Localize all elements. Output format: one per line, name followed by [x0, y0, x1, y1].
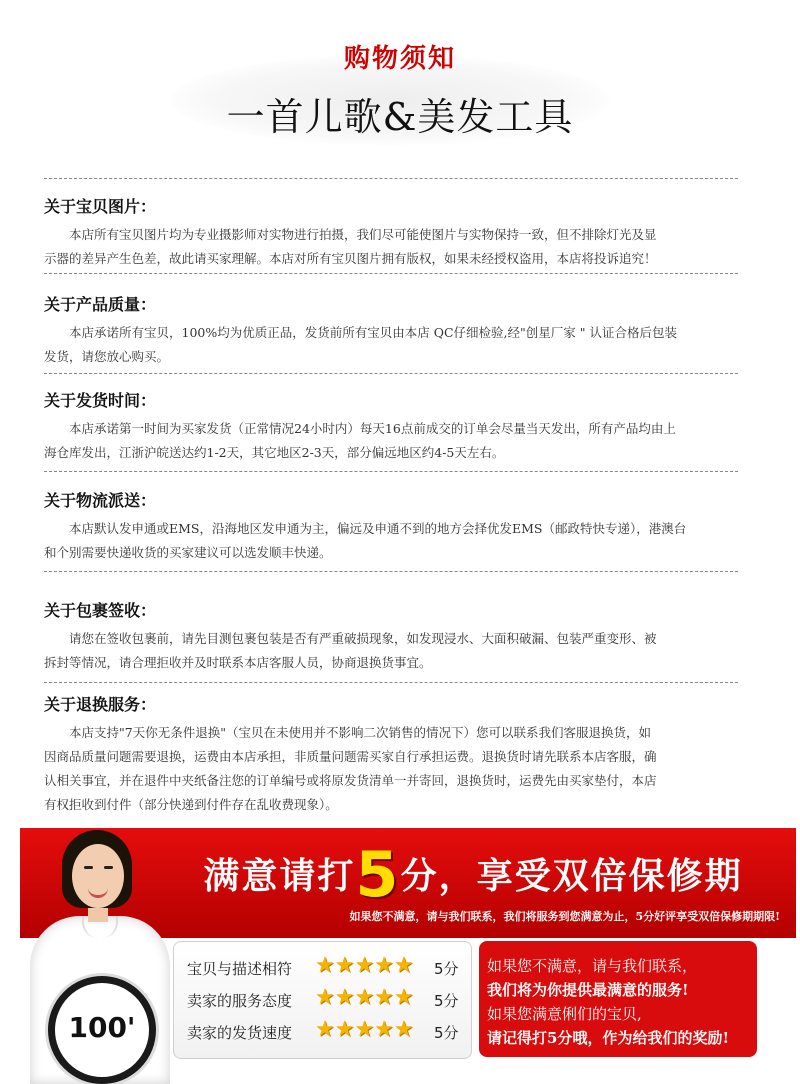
shop-name-title: 一首儿歌&美发工具 [226, 95, 574, 139]
rating-label: 卖家的服务态度 [187, 992, 293, 1010]
section-body [44, 417, 739, 465]
section-line: 本店默认发申通或EMS，沿海地区发申通为主，偏远及申通不到的地方会择优发EMS（邮政特快专递），港澳台 [69, 521, 687, 536]
face [72, 844, 124, 908]
section-line: 和个别需要快递收货的买家建议可以选发顺丰快递。 [44, 545, 332, 560]
eye [84, 866, 93, 869]
section-body [44, 721, 739, 817]
section-shipping-time [44, 388, 739, 465]
banner-subline: 如果您不满意，请与我们联系，我们将服务到您满意为止，5分好评享受双倍保修期期限! [349, 910, 780, 923]
section-line: 海仓库发出，江浙沪皖送达约1-2天，其它地区2-3天，部分偏远地区约4-5天左右。 [44, 445, 505, 460]
rating-label: 卖家的发货速度 [187, 1024, 293, 1042]
rating-score: 5分 [434, 960, 459, 978]
section-line: 请您在签收包裹前，请先目测包裹包装是否有严重破损现象，如发现浸水、大面积破漏、包装严重变形、被 [69, 631, 657, 646]
header [0, 0, 800, 175]
section-body [44, 627, 739, 675]
section-heading: 关于物流派送： [44, 491, 157, 510]
rating-row-description [187, 954, 467, 982]
satisfaction-message-box [479, 941, 757, 1057]
section-heading: 关于宝贝图片： [44, 197, 157, 216]
section-package-receipt [44, 598, 739, 675]
section-body [44, 517, 739, 565]
section-heading: 关于退换服务： [44, 695, 157, 714]
section-product-images [44, 194, 739, 271]
section-line: 本店所有宝贝图片均为专业摄影师对实物进行拍摄，我们尽可能使图片与实物保持一致，但不排除灯光及显 [69, 227, 657, 242]
section-line: 发货，请您放心购买。 [44, 349, 170, 364]
divider [44, 471, 738, 472]
section-line: 拆封等情况，请合理拒收并及时联系本店客服人员，协商退换货事宜。 [44, 655, 432, 670]
five-star-icon: ★★★★★ [315, 953, 414, 978]
rating-label: 宝贝与描述相符 [187, 960, 293, 978]
section-product-quality [44, 292, 739, 369]
message-line: 请记得打5分哦，作为给我们的奖励! [487, 1029, 730, 1047]
section-line: 示器的差异产生色差，故此请买家理解。本店对所有宝贝图片拥有版权，如果未经授权盗用，本店将投诉追究！ [44, 251, 657, 266]
section-body [44, 321, 739, 369]
rating-score: 5分 [434, 1024, 459, 1042]
section-heading: 关于产品质量： [44, 295, 157, 314]
shopping-notice-title: 购物须知 [343, 44, 456, 74]
section-return-service [44, 692, 739, 817]
divider [44, 373, 738, 374]
customer-service-model [22, 830, 172, 1084]
section-body [44, 223, 739, 271]
section-heading: 关于发货时间： [44, 391, 157, 410]
section-heading: 关于包裹签收： [44, 601, 157, 620]
divider [44, 571, 738, 572]
score-badge [48, 976, 156, 1084]
section-line: 本店支持"7天你无条件退换"（宝贝在未使用并不影响二次销售的情况下）您可以联系我们客服退换货，如 [69, 725, 651, 740]
five-star-icon: ★★★★★ [315, 985, 414, 1010]
section-line: 有权拒收到付件（部分快递到付件存在乱收费现象）。 [44, 797, 338, 812]
section-line: 认相关事宜，并在退件中夹纸备注您的订单编号或将原发货清单一并寄回，退换货时，运费先由买家垫付，本店 [44, 773, 657, 788]
rating-row-service [187, 986, 467, 1014]
five-star-icon: ★★★★★ [315, 1017, 414, 1042]
banner-five-number: 5 [355, 838, 401, 911]
divider [44, 682, 738, 683]
divider [44, 273, 738, 274]
banner-headline-suffix: 分，享受双倍保修期 [400, 856, 743, 897]
message-line: 如果您不满意，请与我们联系， [487, 957, 698, 975]
message-line: 如果您满意俐们的宝贝, [487, 1005, 642, 1023]
section-line: 本店承诺第一时间为买家发货（正常情况24小时内）每天16点前成交的订单会尽量当天发出，所有产品均由上 [69, 421, 676, 436]
section-line: 本店承诺所有宝贝，100%均为优质正品，发货前所有宝贝由本店 QC仔细检验,经"创星厂家 " 认证合格后包装 [69, 325, 677, 340]
score-badge-text: 100' [68, 1011, 136, 1044]
rating-row-shipping [187, 1018, 467, 1046]
section-logistics [44, 488, 739, 565]
eye [104, 866, 113, 869]
divider [44, 178, 738, 179]
section-line: 因商品质量问题需要退换，运费由本店承担，非质量问题需买家自行承担运费。退换货时请先联系本店客服，确 [44, 749, 657, 764]
message-line: 我们将为你提供最满意的服务! [487, 981, 689, 999]
rating-panel [173, 941, 472, 1059]
rating-score: 5分 [434, 992, 459, 1010]
banner-headline-prefix: 满意请打 [203, 856, 356, 897]
